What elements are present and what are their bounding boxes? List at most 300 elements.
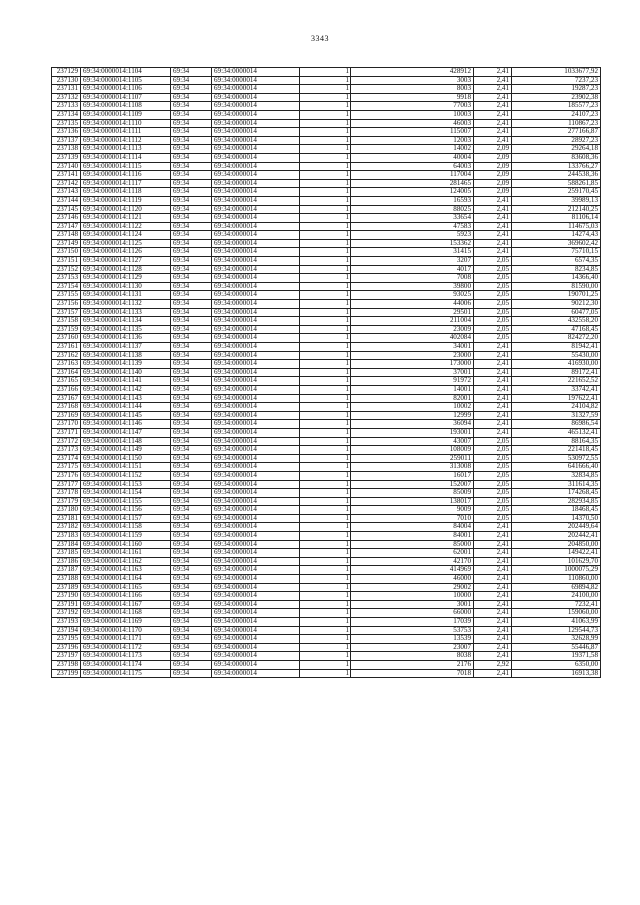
district-code-cell: 69:34 xyxy=(171,437,212,446)
cadastral-number-cell: 69:34:0000014:1111 xyxy=(81,128,171,137)
row-number-cell: 237188 xyxy=(52,575,81,584)
value-cell: 244538,36 xyxy=(512,171,601,180)
district-code-cell: 69:34 xyxy=(171,497,212,506)
count-cell: 1 xyxy=(300,360,351,369)
row-number-cell: 237140 xyxy=(52,162,81,171)
rate-cell: 2,41 xyxy=(474,248,512,257)
rate-cell: 2,41 xyxy=(474,669,512,678)
district-code-cell: 69:34 xyxy=(171,128,212,137)
rate-cell: 2,41 xyxy=(474,652,512,661)
count-cell: 1 xyxy=(300,609,351,618)
rate-cell: 2,41 xyxy=(474,214,512,223)
quarter-code-cell: 69:34:0000014 xyxy=(212,463,300,472)
quarter-code-cell: 69:34:0000014 xyxy=(212,119,300,128)
value-cell: 31327,59 xyxy=(512,411,601,420)
table-row xyxy=(52,600,601,609)
district-code-cell: 69:34 xyxy=(171,179,212,188)
count-cell: 1 xyxy=(300,643,351,652)
value-cell: 14274,43 xyxy=(512,231,601,240)
cadastral-number-cell: 69:34:0000014:1115 xyxy=(81,162,171,171)
area-cell: 7008 xyxy=(351,274,474,283)
cadastral-number-cell: 69:34:0000014:1112 xyxy=(81,136,171,145)
value-cell: 28927,23 xyxy=(512,136,601,145)
quarter-code-cell: 69:34:0000014 xyxy=(212,394,300,403)
cadastral-number-cell: 69:34:0000014:1157 xyxy=(81,514,171,523)
value-cell: 101629,70 xyxy=(512,557,601,566)
rate-cell: 2,41 xyxy=(474,343,512,352)
table-row xyxy=(52,514,601,523)
district-code-cell: 69:34 xyxy=(171,669,212,678)
district-code-cell: 69:34 xyxy=(171,325,212,334)
count-cell: 1 xyxy=(300,540,351,549)
district-code-cell: 69:34 xyxy=(171,162,212,171)
rate-cell: 2,41 xyxy=(474,385,512,394)
table-row xyxy=(52,85,601,94)
rate-cell: 2,05 xyxy=(474,454,512,463)
count-cell: 1 xyxy=(300,480,351,489)
table-row xyxy=(52,575,601,584)
row-number-cell: 237190 xyxy=(52,592,81,601)
district-code-cell: 69:34 xyxy=(171,188,212,197)
count-cell: 1 xyxy=(300,291,351,300)
count-cell: 1 xyxy=(300,592,351,601)
rate-cell: 2,09 xyxy=(474,171,512,180)
table-row xyxy=(52,377,601,386)
district-code-cell: 69:34 xyxy=(171,231,212,240)
value-cell: 221418,45 xyxy=(512,446,601,455)
count-cell: 1 xyxy=(300,145,351,154)
table-row xyxy=(52,566,601,575)
row-number-cell: 237160 xyxy=(52,334,81,343)
row-number-cell: 237172 xyxy=(52,437,81,446)
quarter-code-cell: 69:34:0000014 xyxy=(212,274,300,283)
count-cell: 1 xyxy=(300,566,351,575)
district-code-cell: 69:34 xyxy=(171,523,212,532)
cadastral-number-cell: 69:34:0000014:1107 xyxy=(81,93,171,102)
table-row xyxy=(52,153,601,162)
rate-cell: 2,41 xyxy=(474,635,512,644)
area-cell: 84004 xyxy=(351,523,474,532)
count-cell: 1 xyxy=(300,128,351,137)
district-code-cell: 69:34 xyxy=(171,463,212,472)
value-cell: 81590,00 xyxy=(512,282,601,291)
quarter-code-cell: 69:34:0000014 xyxy=(212,523,300,532)
count-cell: 1 xyxy=(300,489,351,498)
value-cell: 19371,58 xyxy=(512,652,601,661)
rate-cell: 2,41 xyxy=(474,239,512,248)
area-cell: 46000 xyxy=(351,575,474,584)
table-row xyxy=(52,128,601,137)
quarter-code-cell: 69:34:0000014 xyxy=(212,239,300,248)
count-cell: 1 xyxy=(300,583,351,592)
district-code-cell: 69:34 xyxy=(171,532,212,541)
quarter-code-cell: 69:34:0000014 xyxy=(212,325,300,334)
cadastral-number-cell: 69:34:0000014:1114 xyxy=(81,153,171,162)
rate-cell: 2,41 xyxy=(474,609,512,618)
value-cell: 311614,35 xyxy=(512,480,601,489)
value-cell: 149422,41 xyxy=(512,549,601,558)
value-cell: 174268,45 xyxy=(512,489,601,498)
value-cell: 88164,35 xyxy=(512,437,601,446)
rate-cell: 2,05 xyxy=(474,480,512,489)
row-number-cell: 237197 xyxy=(52,652,81,661)
rate-cell: 2,05 xyxy=(474,308,512,317)
rate-cell: 2,09 xyxy=(474,153,512,162)
rate-cell: 2,41 xyxy=(474,403,512,412)
quarter-code-cell: 69:34:0000014 xyxy=(212,575,300,584)
district-code-cell: 69:34 xyxy=(171,557,212,566)
district-code-cell: 69:34 xyxy=(171,506,212,515)
district-code-cell: 69:34 xyxy=(171,635,212,644)
table-row xyxy=(52,643,601,652)
cadastral-number-cell: 69:34:0000014:1152 xyxy=(81,471,171,480)
table-row xyxy=(52,523,601,532)
table-row xyxy=(52,93,601,102)
rate-cell: 2,05 xyxy=(474,291,512,300)
quarter-code-cell: 69:34:0000014 xyxy=(212,171,300,180)
count-cell: 1 xyxy=(300,506,351,515)
count-cell: 1 xyxy=(300,136,351,145)
count-cell: 1 xyxy=(300,93,351,102)
row-number-cell: 237132 xyxy=(52,93,81,102)
quarter-code-cell: 69:34:0000014 xyxy=(212,514,300,523)
rate-cell: 2,41 xyxy=(474,360,512,369)
row-number-cell: 237156 xyxy=(52,300,81,309)
area-cell: 9918 xyxy=(351,93,474,102)
table-row xyxy=(52,196,601,205)
count-cell: 1 xyxy=(300,394,351,403)
value-cell: 1033677,92 xyxy=(512,68,601,77)
cadastral-number-cell: 69:34:0000014:1133 xyxy=(81,308,171,317)
value-cell: 18468,45 xyxy=(512,506,601,515)
area-cell: 8003 xyxy=(351,85,474,94)
district-code-cell: 69:34 xyxy=(171,549,212,558)
table-row xyxy=(52,222,601,231)
quarter-code-cell: 69:34:0000014 xyxy=(212,532,300,541)
area-cell: 85009 xyxy=(351,489,474,498)
area-cell: 14001 xyxy=(351,385,474,394)
quarter-code-cell: 69:34:0000014 xyxy=(212,489,300,498)
rate-cell: 2,05 xyxy=(474,489,512,498)
cadastral-number-cell: 69:34:0000014:1154 xyxy=(81,489,171,498)
rate-cell: 2,05 xyxy=(474,497,512,506)
quarter-code-cell: 69:34:0000014 xyxy=(212,145,300,154)
table-row xyxy=(52,68,601,77)
area-cell: 4017 xyxy=(351,265,474,274)
cadastral-number-cell: 69:34:0000014:1128 xyxy=(81,265,171,274)
row-number-cell: 237150 xyxy=(52,248,81,257)
table-row xyxy=(52,231,601,240)
cadastral-number-cell: 69:34:0000014:1164 xyxy=(81,575,171,584)
quarter-code-cell: 69:34:0000014 xyxy=(212,626,300,635)
table-row xyxy=(52,257,601,266)
table-row xyxy=(52,360,601,369)
district-code-cell: 69:34 xyxy=(171,600,212,609)
row-number-cell: 237159 xyxy=(52,325,81,334)
rate-cell: 2,05 xyxy=(474,317,512,326)
value-cell: 6350,00 xyxy=(512,660,601,669)
count-cell: 1 xyxy=(300,188,351,197)
district-code-cell: 69:34 xyxy=(171,257,212,266)
count-cell: 1 xyxy=(300,110,351,119)
table-row xyxy=(52,265,601,274)
quarter-code-cell: 69:34:0000014 xyxy=(212,317,300,326)
district-code-cell: 69:34 xyxy=(171,643,212,652)
area-cell: 93025 xyxy=(351,291,474,300)
count-cell: 1 xyxy=(300,231,351,240)
count-cell: 1 xyxy=(300,179,351,188)
quarter-code-cell: 69:34:0000014 xyxy=(212,618,300,627)
table-row xyxy=(52,214,601,223)
area-cell: 88025 xyxy=(351,205,474,214)
count-cell: 1 xyxy=(300,411,351,420)
area-cell: 3001 xyxy=(351,600,474,609)
value-cell: 129544,73 xyxy=(512,626,601,635)
rate-cell: 2,41 xyxy=(474,618,512,627)
area-cell: 402084 xyxy=(351,334,474,343)
count-cell: 1 xyxy=(300,635,351,644)
value-cell: 212140,25 xyxy=(512,205,601,214)
district-code-cell: 69:34 xyxy=(171,618,212,627)
cadastral-number-cell: 69:34:0000014:1120 xyxy=(81,205,171,214)
quarter-code-cell: 69:34:0000014 xyxy=(212,188,300,197)
rate-cell: 2,41 xyxy=(474,85,512,94)
cadastral-number-cell: 69:34:0000014:1156 xyxy=(81,506,171,515)
quarter-code-cell: 69:34:0000014 xyxy=(212,403,300,412)
quarter-code-cell: 69:34:0000014 xyxy=(212,265,300,274)
row-number-cell: 237148 xyxy=(52,231,81,240)
value-cell: 190701,25 xyxy=(512,291,601,300)
quarter-code-cell: 69:34:0000014 xyxy=(212,643,300,652)
value-cell: 202442,41 xyxy=(512,532,601,541)
quarter-code-cell: 69:34:0000014 xyxy=(212,549,300,558)
row-number-cell: 237163 xyxy=(52,360,81,369)
table-row xyxy=(52,549,601,558)
row-number-cell: 237175 xyxy=(52,463,81,472)
area-cell: 10000 xyxy=(351,592,474,601)
cadastral-number-cell: 69:34:0000014:1148 xyxy=(81,437,171,446)
rate-cell: 2,92 xyxy=(474,660,512,669)
count-cell: 1 xyxy=(300,162,351,171)
area-cell: 3207 xyxy=(351,257,474,266)
quarter-code-cell: 69:34:0000014 xyxy=(212,102,300,111)
value-cell: 55446,87 xyxy=(512,643,601,652)
quarter-code-cell: 69:34:0000014 xyxy=(212,153,300,162)
value-cell: 32628,99 xyxy=(512,635,601,644)
table-row xyxy=(52,506,601,515)
count-cell: 1 xyxy=(300,222,351,231)
count-cell: 1 xyxy=(300,385,351,394)
quarter-code-cell: 69:34:0000014 xyxy=(212,652,300,661)
cadastral-number-cell: 69:34:0000014:1139 xyxy=(81,360,171,369)
district-code-cell: 69:34 xyxy=(171,385,212,394)
row-number-cell: 237153 xyxy=(52,274,81,283)
rate-cell: 2,09 xyxy=(474,162,512,171)
count-cell: 1 xyxy=(300,600,351,609)
quarter-code-cell: 69:34:0000014 xyxy=(212,385,300,394)
quarter-code-cell: 69:34:0000014 xyxy=(212,411,300,420)
value-cell: 221652,52 xyxy=(512,377,601,386)
value-cell: 7232,41 xyxy=(512,600,601,609)
rate-cell: 2,41 xyxy=(474,428,512,437)
cadastral-number-cell: 69:34:0000014:1155 xyxy=(81,497,171,506)
row-number-cell: 237139 xyxy=(52,153,81,162)
district-code-cell: 69:34 xyxy=(171,480,212,489)
value-cell: 824272,20 xyxy=(512,334,601,343)
quarter-code-cell: 69:34:0000014 xyxy=(212,566,300,575)
count-cell: 1 xyxy=(300,68,351,77)
cadastral-number-cell: 69:34:0000014:1143 xyxy=(81,394,171,403)
row-number-cell: 237130 xyxy=(52,76,81,85)
area-cell: 10002 xyxy=(351,403,474,412)
quarter-code-cell: 69:34:0000014 xyxy=(212,334,300,343)
row-number-cell: 237131 xyxy=(52,85,81,94)
count-cell: 1 xyxy=(300,119,351,128)
area-cell: 17039 xyxy=(351,618,474,627)
area-cell: 10003 xyxy=(351,110,474,119)
row-number-cell: 237193 xyxy=(52,618,81,627)
rate-cell: 2,41 xyxy=(474,523,512,532)
row-number-cell: 237199 xyxy=(52,669,81,678)
area-cell: 43007 xyxy=(351,437,474,446)
district-code-cell: 69:34 xyxy=(171,592,212,601)
area-cell: 117004 xyxy=(351,171,474,180)
area-cell: 23009 xyxy=(351,325,474,334)
row-number-cell: 237180 xyxy=(52,506,81,515)
rate-cell: 2,41 xyxy=(474,532,512,541)
table-row xyxy=(52,394,601,403)
value-cell: 14370,50 xyxy=(512,514,601,523)
rate-cell: 2,41 xyxy=(474,566,512,575)
district-code-cell: 69:34 xyxy=(171,351,212,360)
quarter-code-cell: 69:34:0000014 xyxy=(212,480,300,489)
rate-cell: 2,41 xyxy=(474,351,512,360)
rate-cell: 2,41 xyxy=(474,205,512,214)
table-row xyxy=(52,403,601,412)
table-row xyxy=(52,308,601,317)
value-cell: 33742,41 xyxy=(512,385,601,394)
value-cell: 185577,23 xyxy=(512,102,601,111)
district-code-cell: 69:34 xyxy=(171,411,212,420)
district-code-cell: 69:34 xyxy=(171,454,212,463)
value-cell: 416930,00 xyxy=(512,360,601,369)
area-cell: 82001 xyxy=(351,394,474,403)
count-cell: 1 xyxy=(300,523,351,532)
rate-cell: 2,41 xyxy=(474,76,512,85)
rate-cell: 2,41 xyxy=(474,119,512,128)
rate-cell: 2,41 xyxy=(474,557,512,566)
cadastral-number-cell: 69:34:0000014:1168 xyxy=(81,609,171,618)
table-row xyxy=(52,446,601,455)
district-code-cell: 69:34 xyxy=(171,308,212,317)
row-number-cell: 237187 xyxy=(52,566,81,575)
quarter-code-cell: 69:34:0000014 xyxy=(212,85,300,94)
area-cell: 173000 xyxy=(351,360,474,369)
value-cell: 47168,45 xyxy=(512,325,601,334)
district-code-cell: 69:34 xyxy=(171,317,212,326)
rate-cell: 2,05 xyxy=(474,300,512,309)
district-code-cell: 69:34 xyxy=(171,282,212,291)
cadastral-number-cell: 69:34:0000014:1121 xyxy=(81,214,171,223)
district-code-cell: 69:34 xyxy=(171,394,212,403)
table-row xyxy=(52,317,601,326)
cadastral-number-cell: 69:34:0000014:1134 xyxy=(81,317,171,326)
cadastral-number-cell: 69:34:0000014:1131 xyxy=(81,291,171,300)
quarter-code-cell: 69:34:0000014 xyxy=(212,583,300,592)
rate-cell: 2,41 xyxy=(474,102,512,111)
district-code-cell: 69:34 xyxy=(171,626,212,635)
value-cell: 89172,41 xyxy=(512,368,601,377)
cadastral-number-cell: 69:34:0000014:1117 xyxy=(81,179,171,188)
count-cell: 1 xyxy=(300,377,351,386)
table-row xyxy=(52,274,601,283)
cadastral-number-cell: 69:34:0000014:1165 xyxy=(81,583,171,592)
rate-cell: 2,05 xyxy=(474,514,512,523)
cadastral-number-cell: 69:34:0000014:1135 xyxy=(81,325,171,334)
row-number-cell: 237179 xyxy=(52,497,81,506)
district-code-cell: 69:34 xyxy=(171,265,212,274)
table-row xyxy=(52,669,601,678)
row-number-cell: 237191 xyxy=(52,600,81,609)
rate-cell: 2,41 xyxy=(474,368,512,377)
district-code-cell: 69:34 xyxy=(171,85,212,94)
area-cell: 124005 xyxy=(351,188,474,197)
row-number-cell: 237174 xyxy=(52,454,81,463)
value-cell: 282934,85 xyxy=(512,497,601,506)
district-code-cell: 69:34 xyxy=(171,566,212,575)
rate-cell: 2,41 xyxy=(474,540,512,549)
table-body xyxy=(52,68,601,678)
cadastral-number-cell: 69:34:0000014:1138 xyxy=(81,351,171,360)
quarter-code-cell: 69:34:0000014 xyxy=(212,257,300,266)
cadastral-number-cell: 69:34:0000014:1110 xyxy=(81,119,171,128)
table-row xyxy=(52,162,601,171)
quarter-code-cell: 69:34:0000014 xyxy=(212,540,300,549)
rate-cell: 2,41 xyxy=(474,420,512,429)
rate-cell: 2,41 xyxy=(474,549,512,558)
count-cell: 1 xyxy=(300,171,351,180)
cadastral-number-cell: 69:34:0000014:1109 xyxy=(81,110,171,119)
quarter-code-cell: 69:34:0000014 xyxy=(212,205,300,214)
row-number-cell: 237189 xyxy=(52,583,81,592)
district-code-cell: 69:34 xyxy=(171,93,212,102)
count-cell: 1 xyxy=(300,325,351,334)
count-cell: 1 xyxy=(300,368,351,377)
row-number-cell: 237176 xyxy=(52,471,81,480)
cadastral-number-cell: 69:34:0000014:1130 xyxy=(81,282,171,291)
district-code-cell: 69:34 xyxy=(171,446,212,455)
district-code-cell: 69:34 xyxy=(171,660,212,669)
district-code-cell: 69:34 xyxy=(171,609,212,618)
area-cell: 29002 xyxy=(351,583,474,592)
table-row xyxy=(52,179,601,188)
area-cell: 44006 xyxy=(351,300,474,309)
count-cell: 1 xyxy=(300,532,351,541)
district-code-cell: 69:34 xyxy=(171,360,212,369)
count-cell: 1 xyxy=(300,248,351,257)
table-row xyxy=(52,145,601,154)
row-number-cell: 237158 xyxy=(52,317,81,326)
cadastral-number-cell: 69:34:0000014:1104 xyxy=(81,68,171,77)
quarter-code-cell: 69:34:0000014 xyxy=(212,196,300,205)
cadastral-number-cell: 69:34:0000014:1105 xyxy=(81,76,171,85)
area-cell: 62001 xyxy=(351,549,474,558)
district-code-cell: 69:34 xyxy=(171,291,212,300)
district-code-cell: 69:34 xyxy=(171,489,212,498)
table-row xyxy=(52,609,601,618)
area-cell: 66000 xyxy=(351,609,474,618)
district-code-cell: 69:34 xyxy=(171,239,212,248)
